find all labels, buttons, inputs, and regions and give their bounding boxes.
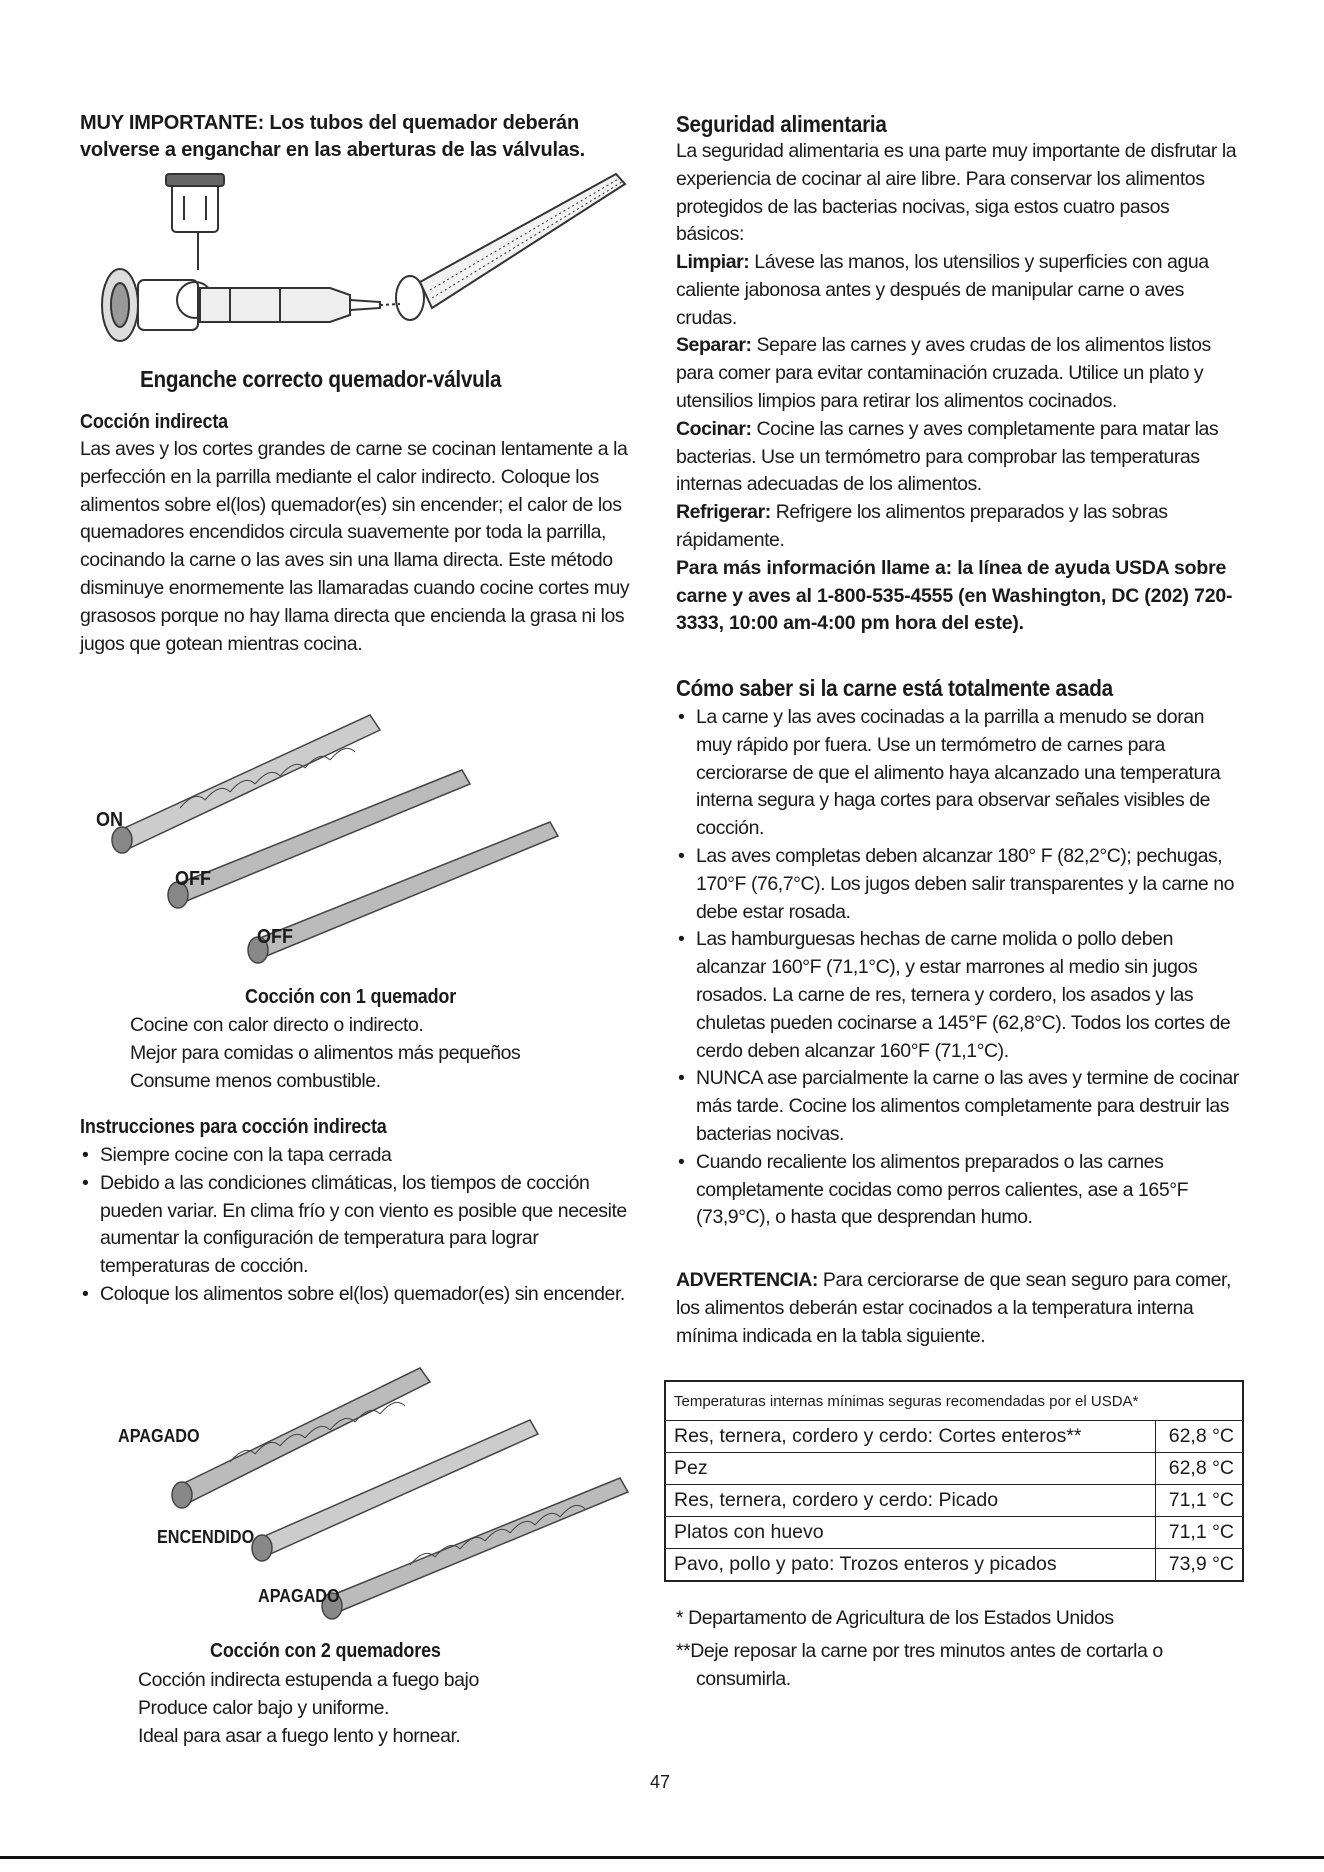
instr-heading: Instrucciones para cocción indirecta — [80, 1116, 387, 1138]
done-item: • Las hamburguesas hechas de carne molida o pollo deben alcanzar 160°F (71,1°C), y estar marrones al medio sin jugos rosados. La carne de res, ternera y cordero, los asados y las chuletas pueden cocinarse a 145°F (62,8°C). Todos los cortes de cerdo deben alcanzar 160°F (71,1°C). — [676, 926, 1242, 1065]
temp-cell: 73,9 °C — [1156, 1549, 1244, 1582]
food-cell: Pavo, pollo y pato: Trozos enteros y picados — [665, 1549, 1156, 1582]
temp-cell: 62,8 °C — [1156, 1421, 1244, 1453]
table-row — [665, 1421, 1243, 1453]
burner-valve-illustration — [80, 170, 640, 350]
footnote-usda: * Departamento de Agricultura de los Estados Unidos — [676, 1607, 1114, 1629]
fig2-line-3: Consume menos combustible. — [130, 1070, 381, 1092]
two-burner-illustration — [80, 1350, 640, 1630]
done-item: • La carne y las aves cocinadas a la parrilla a menudo se doran muy rápido por fuera. Use un termómetro de carnes para cerciorarse de que el alimento haya alcanzado una temperatura interna segura y haga cortes para observar señales visibles de cocción. — [676, 704, 1242, 843]
table-row — [665, 1549, 1243, 1582]
table-header: Temperaturas internas mínimas seguras recomendadas por el USDA* — [665, 1381, 1243, 1421]
fig3-label-apagado-2: APAGADO — [258, 1586, 340, 1606]
food-cell: Res, ternera, cordero y cerdo: Cortes enteros** — [665, 1421, 1156, 1453]
table-row — [665, 1453, 1243, 1485]
table-row — [665, 1485, 1243, 1517]
fig1-caption: Enganche correcto quemador-válvula — [140, 366, 502, 392]
instr-list — [80, 1142, 643, 1309]
food-cell: Res, ternera, cordero y cerdo: Picado — [665, 1485, 1156, 1517]
fig2-line-1: Cocine con calor directo o indirecto. — [130, 1014, 424, 1036]
usda-info: Para más información llame a: la línea de ayuda USDA sobre carne y aves al 1-800-535-4555 (en Washington, DC (202) 720-3333, 10:00 am-4:00 pm hora del este). — [676, 556, 1233, 635]
instr-item: • Siempre cocine con la tapa cerrada — [80, 1142, 643, 1170]
temp-cell: 71,1 °C — [1156, 1485, 1244, 1517]
fig2-caption: Cocción con 1 quemador — [245, 986, 457, 1008]
instr-item: • Coloque los alimentos sobre el(los) quemador(es) sin encender. — [80, 1281, 643, 1309]
fig2-label-on: ON — [96, 809, 123, 831]
fig2-line-2: Mejor para comidas o alimentos más pequeños — [130, 1042, 521, 1064]
done-item: • Cuando recaliente los alimentos preparados o las carnes completamente cocidas como perros calientes, ase a 165°F (73,9°C), o hasta que desprendan humo. — [676, 1149, 1242, 1232]
done-list — [676, 704, 1242, 1232]
one-burner-illustration — [80, 700, 640, 980]
temp-cell: 71,1 °C — [1156, 1517, 1244, 1549]
done-item: • NUNCA ase parcialmente la carne o las aves y termine de cocinar más tarde. Cocine los alimentos completamente para destruir las bacterias nocivas. — [676, 1065, 1242, 1148]
instr-item: • Debido a las condiciones climáticas, los tiempos de cocción pueden variar. En clima frío y con viento es posible que necesite aumentar la configuración de temperatura para lograr temperaturas de cocción. — [80, 1170, 643, 1281]
step-separate: Separar: Separe las carnes y aves crudas de los alimentos listos para comer para evitar contaminación cruzada. Utilice un plato y utensilios limpios para retirar los alimentos cocinados. — [676, 334, 1211, 412]
safety-heading: Seguridad alimentaria — [676, 111, 887, 137]
footnote-rest: **Deje reposar la carne por tres minutos antes de cortarla o consumirla. — [676, 1640, 1163, 1690]
temperature-table — [664, 1380, 1244, 1582]
indirect-text: Las aves y los cortes grandes de carne se cocinan lentamente a la perfección en la parrilla mediante el calor indirecto. Coloque los alimentos sobre el(los) quemador(es) sin encender; el calor de los quemadores encendidos circula suavemente por toda la parrilla, cocinando la carne o las aves sin una llama directa. Este método disminuye enormemente las llamaradas cuando cocine cortes muy grasosos porque no hay llama directa que encienda la grasa ni los jugos que gotean mientras cocina. — [80, 438, 630, 655]
fig3-line-2: Produce calor bajo y uniforme. — [138, 1697, 389, 1719]
fig3-label-encendido: ENCENDIDO — [157, 1527, 255, 1547]
step-refrigerate: Refrigerar: Refrigere los alimentos preparados y las sobras rápidamente. — [676, 501, 1168, 551]
done-heading: Cómo saber si la carne está totalmente asada — [676, 675, 1113, 701]
step-cook: Cocinar: Cocine las carnes y aves completamente para matar las bacterias. Use un termómetro para comprobar las temperaturas internas adecuadas de los alimentos. — [676, 417, 1219, 496]
food-cell: Platos con huevo — [665, 1517, 1156, 1549]
temp-cell: 62,8 °C — [1156, 1453, 1244, 1485]
fig3-line-1: Cocción indirecta estupenda a fuego bajo — [138, 1669, 479, 1691]
table-header-row — [665, 1381, 1243, 1421]
food-cell: Pez — [665, 1453, 1156, 1485]
step-clean: Limpiar: Lávese las manos, los utensilios y superficies con agua caliente jabonosa antes y después de manipular carne o aves crudas. — [676, 251, 1209, 329]
page-number: 47 — [650, 1772, 671, 1792]
fig2-label-off-1: OFF — [175, 868, 211, 890]
fig2-label-off-2: OFF — [257, 926, 293, 948]
safety-steps — [676, 249, 1242, 638]
warning: ADVERTENCIA: Para cerciorarse de que sean seguro para comer, los alimentos deberán estar cocinados a la temperatura interna mínima indicada en la tabla siguiente. — [676, 1269, 1231, 1347]
safety-intro: La seguridad alimentaria es una parte muy importante de disfrutar la experiencia de cocinar al aire libre. Para conservar los alimentos protegidos de las bacterias nocivas, siga estos cuatro pasos básicos: — [676, 140, 1237, 246]
fig3-caption: Cocción con 2 quemadores — [210, 1640, 441, 1662]
done-item: • Las aves completas deben alcanzar 180° F (82,2°C); pechugas, 170°F (76,7°C). Los jugos deben salir transparentes y la carne no debe estar rosada. — [676, 843, 1242, 926]
bottom-rule — [0, 1856, 1324, 1859]
fig3-line-3: Ideal para asar a fuego lento y hornear. — [138, 1725, 461, 1747]
indirect-heading: Cocción indirecta — [80, 411, 228, 433]
fig3-label-apagado-1: APAGADO — [118, 1426, 200, 1446]
important-note: MUY IMPORTANTE: Los tubos del quemador deberán volverse a enganchar en las aberturas de las válvulas. — [80, 112, 586, 161]
table-row — [665, 1517, 1243, 1549]
